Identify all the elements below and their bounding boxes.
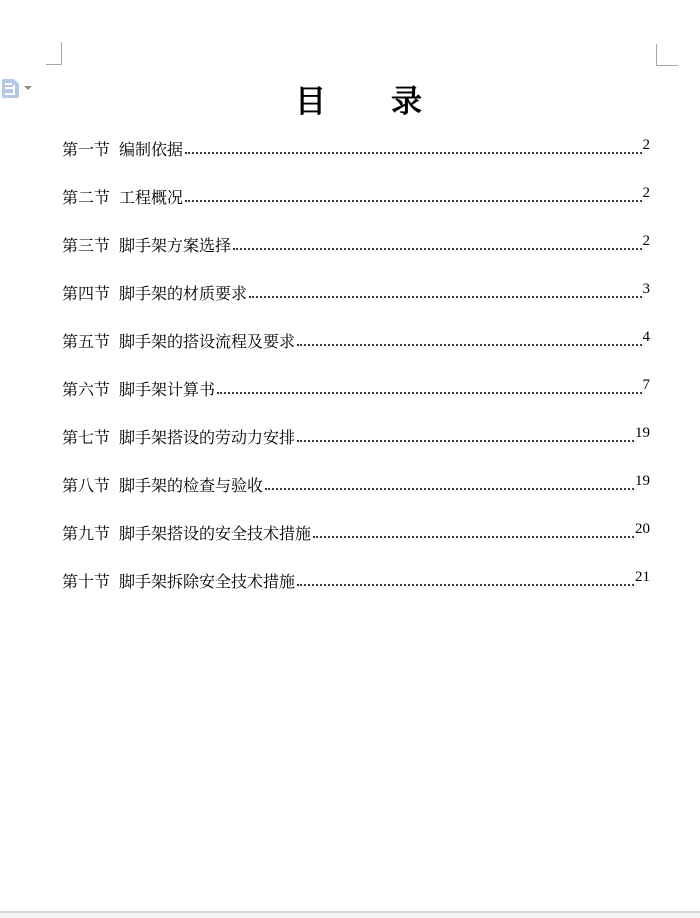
toc-page-number: 2 [642,137,650,153]
toc-entry[interactable] [62,569,650,589]
toc-section-number: 第九节 [62,526,111,543]
toc-section-number: 第六节 [62,382,111,399]
toc-page-number: 19 [635,425,650,441]
toc-section-number: 第八节 [62,478,111,495]
toc-heading-text: 脚手架的材质要求 [119,286,248,303]
toc-entry[interactable] [62,377,650,397]
toc-heading-text: 脚手架方案选择 [119,238,232,255]
dot-leader [185,152,641,154]
folded-corner [14,79,19,84]
document-lines-icon[interactable] [2,79,19,98]
toc-section-number: 第十节 [62,574,111,591]
toc-page-number: 2 [642,185,650,201]
page-title: 目 录 [295,84,423,119]
dot-leader [233,248,641,250]
toc-entry[interactable] [62,281,650,301]
toc-section-number: 第一节 [62,142,111,159]
toc-section-number: 第七节 [62,430,111,447]
dot-leader [185,200,641,202]
toc-section-number: 第二节 [62,190,111,207]
toc-page-number: 19 [635,473,650,489]
toc-heading-text: 脚手架的检查与验收 [119,478,264,495]
dot-leader [265,488,634,490]
toc-entry[interactable] [62,233,650,253]
toc-page-number: 21 [635,569,650,585]
dot-leader [297,440,634,442]
toc-entry[interactable] [62,329,650,349]
background-outside-page [0,913,700,918]
dot-leader [249,296,641,298]
toc-page-number: 4 [642,329,650,345]
toc-entry[interactable] [62,473,650,493]
toc-entry[interactable] [62,185,650,205]
toc-page-number: 7 [642,377,650,393]
dot-leader [313,536,634,538]
dot-leader [217,392,641,394]
toc-page-number: 3 [642,281,650,297]
toc-section-number: 第五节 [62,334,111,351]
toc-heading-text: 工程概况 [119,190,184,207]
dot-leader [297,344,641,346]
dot-leader [297,584,634,586]
text-boundary-mark-top-left [46,42,62,65]
text-boundary-mark-top-right [656,44,678,66]
toc-entry[interactable] [62,137,650,157]
toc-section-number: 第四节 [62,286,111,303]
toc-heading-text: 脚手架计算书 [119,382,216,399]
toc-heading-text: 脚手架搭设的安全技术措施 [119,526,312,543]
toc-section-number: 第三节 [62,238,111,255]
toc-page-number: 20 [635,521,650,537]
toc-list [62,137,650,617]
toc-heading-text: 编制依据 [119,142,184,159]
toc-entry[interactable] [62,425,650,445]
toc-heading-text: 脚手架拆除安全技术措施 [119,574,296,591]
toc-page-number: 2 [642,233,650,249]
chevron-down-icon[interactable] [24,86,32,90]
toc-entry[interactable] [62,521,650,541]
content-control-handle[interactable] [2,79,32,98]
toc-heading-text: 脚手架的搭设流程及要求 [119,334,296,351]
toc-heading-text: 脚手架搭设的劳动力安排 [119,430,296,447]
